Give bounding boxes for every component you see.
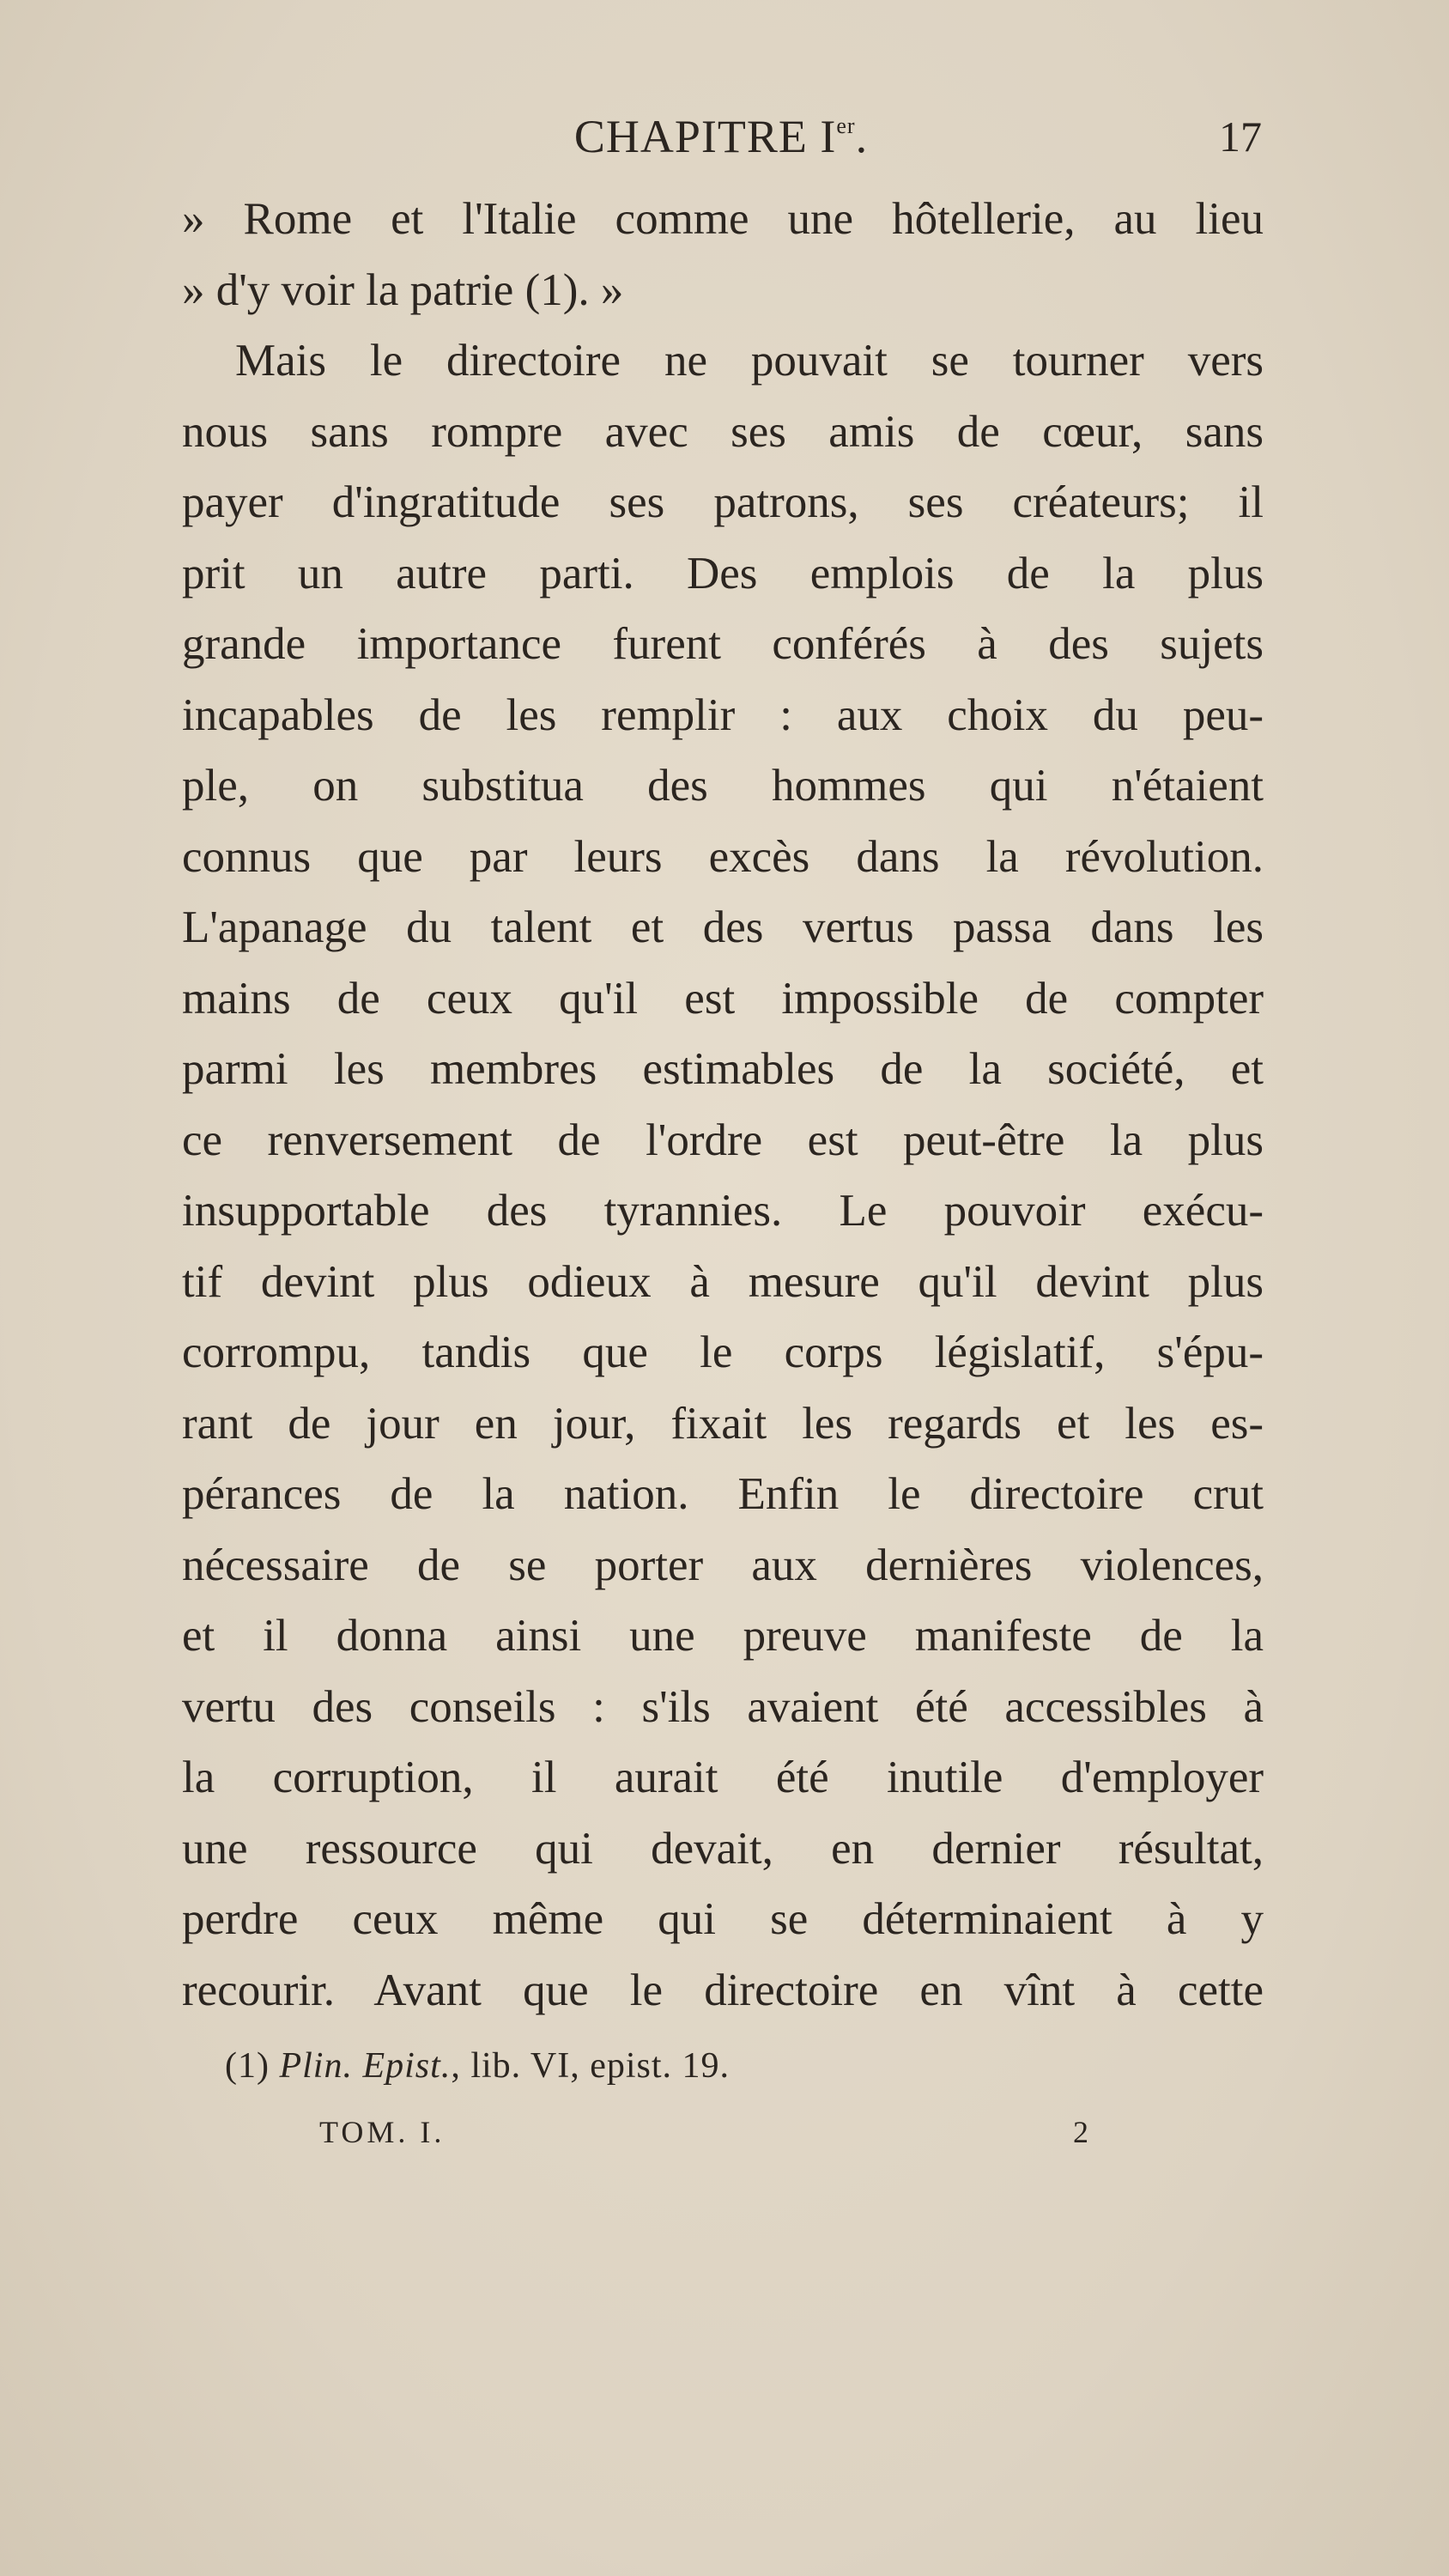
footnote: [225, 2045, 730, 2087]
page-header: [180, 101, 1262, 170]
text-line: recourir. Avant que le directoire en vînt à cette: [182, 1965, 1264, 2015]
text-line: connus que par leurs excès dans la révolution.: [182, 831, 1264, 882]
text-line: ple, on substitua des hommes qui n'étaient: [182, 761, 1264, 811]
running-head-text: CHAPITRE I: [573, 111, 837, 162]
text-line: une ressource qui devait, en dernier résultat,: [182, 1823, 1264, 1874]
page-number: 17: [1219, 112, 1262, 161]
text-line: corrompu, tandis que le corps législatif, s'épu-: [182, 1327, 1264, 1377]
text-line: mains de ceux qu'il est impossible de compter: [182, 973, 1264, 1024]
text-line: payer d'ingratitude ses patrons, ses créateurs; il: [182, 477, 1264, 527]
text-line: insupportable des tyrannies. Le pouvoir exécu-: [182, 1186, 1264, 1236]
footnote-source: Plin. Epist.: [279, 2046, 452, 2086]
text-line: et il donna ainsi une preuve manifeste de la: [182, 1611, 1264, 1661]
text-line: la corruption, il aurait été inutile d'employer: [182, 1753, 1264, 1802]
text-line: rant de jour en jour, fixait les regards et les es-: [182, 1398, 1264, 1449]
text-line: Mais le directoire ne pouvait se tourner vers: [235, 336, 1264, 386]
text-line: vertu des conseils : s'ils avaient été accessibles à: [182, 1681, 1264, 1732]
text-line: perdre ceux même qui se déterminaient à y: [182, 1894, 1264, 1944]
text-line: pérances de la nation. Enfin le directoire crut: [182, 1469, 1264, 1519]
running-head-superscript: er: [836, 113, 856, 138]
footnote-marker: (1): [225, 2046, 270, 2086]
text-line: » Rome et l'Italie comme une hôtellerie, au lieu: [182, 194, 1264, 244]
text-line: nécessaire de se porter aux dernières violences,: [182, 1540, 1264, 1590]
text-line: grande importance furent conférés à des sujets: [182, 619, 1264, 669]
text-line: incapables de les remplir : aux choix du peu-: [182, 690, 1264, 740]
body-text: [182, 184, 1264, 2026]
signature-number: 2: [1073, 2115, 1092, 2149]
text-line: » d'y voir la patrie (1). »: [182, 264, 624, 315]
text-line: prit un autre parti. Des emplois de la plus: [182, 548, 1264, 598]
text-line: tif devint plus odieux à mesure qu'il devint plus: [182, 1256, 1264, 1307]
running-head-period: .: [855, 111, 869, 162]
text-line: ce renversement de l'ordre est peut-être la plus: [182, 1115, 1264, 1165]
footnote-reference: , lib. VI, epist. 19.: [451, 2046, 731, 2086]
running-head: [180, 110, 1262, 163]
text-line: L'apanage du talent et des vertus passa dans les: [182, 902, 1264, 952]
text-line: nous sans rompre avec ses amis de cœur, sans: [182, 406, 1264, 457]
volume-mark: TOM. I.: [319, 2115, 446, 2149]
text-line: parmi les membres estimables de la société, et: [182, 1044, 1264, 1094]
